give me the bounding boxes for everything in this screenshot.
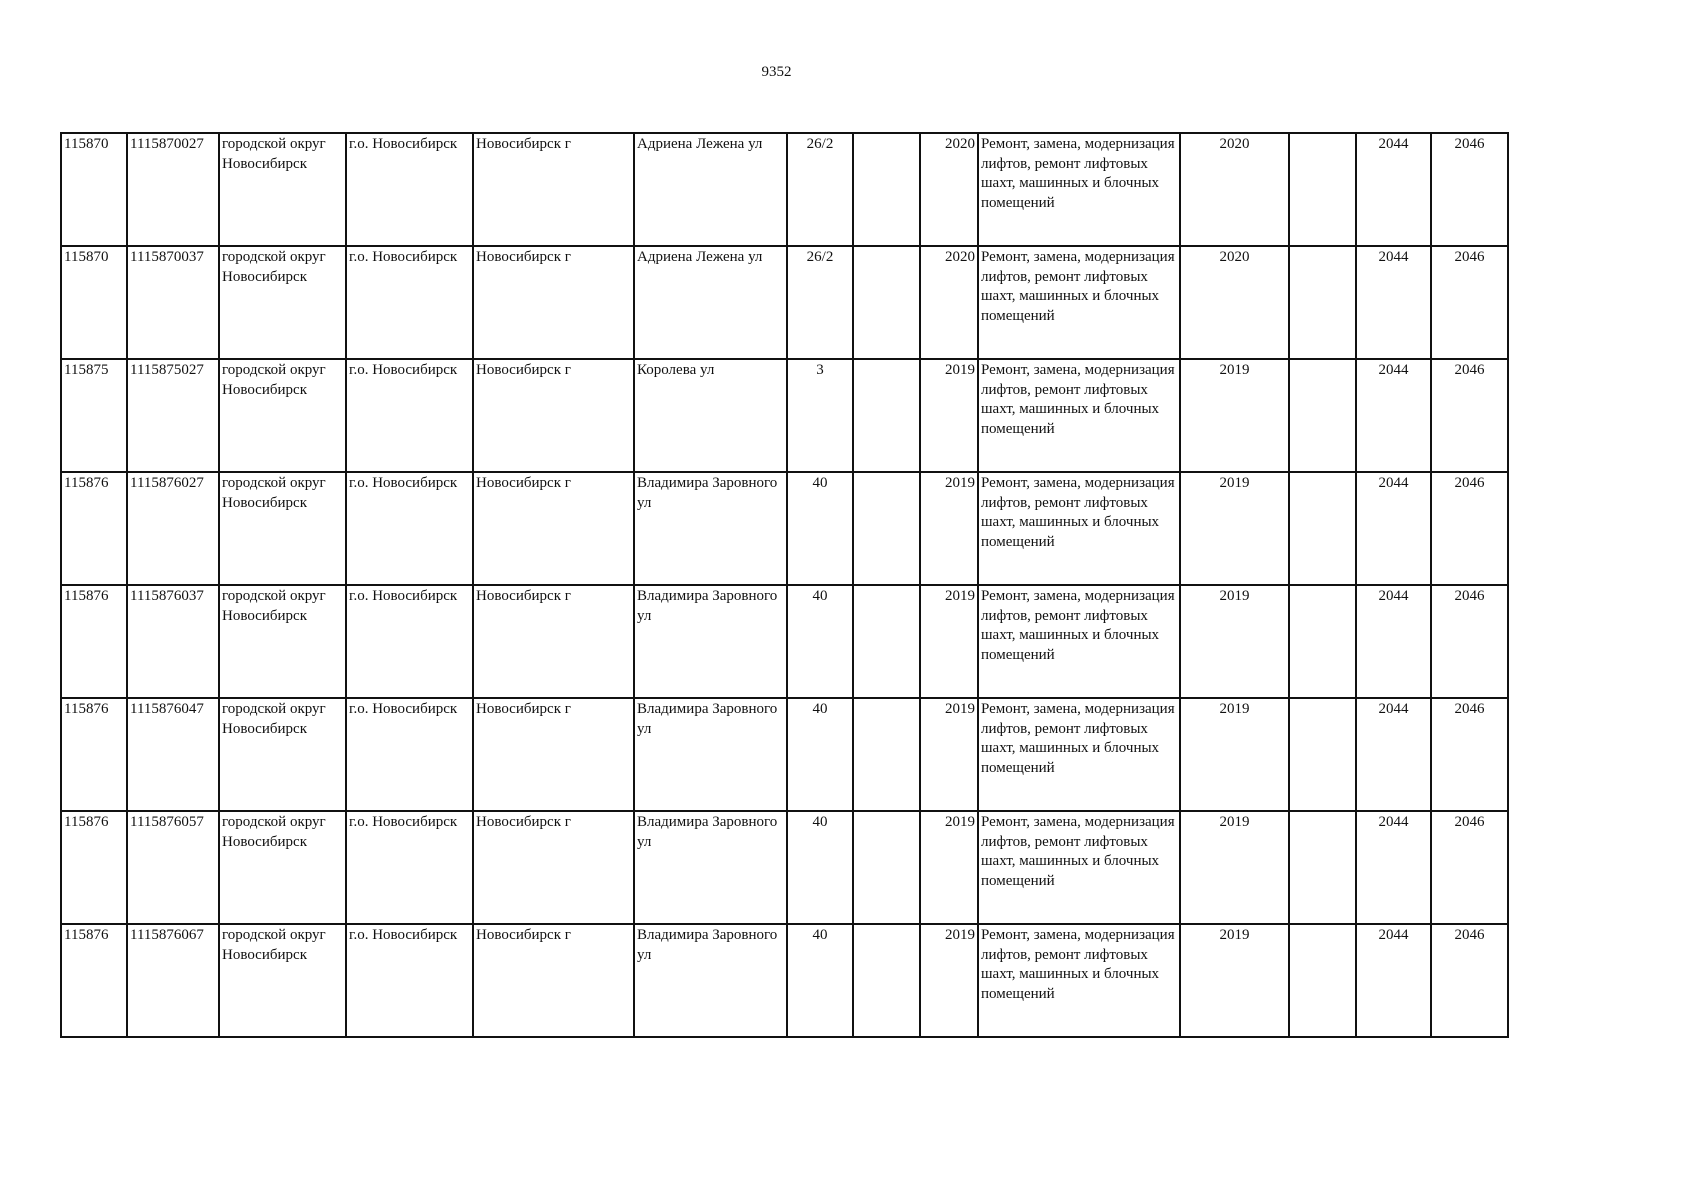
cell-municipality: городской округ Новосибирск: [219, 359, 346, 472]
cell-year: 2019: [1180, 811, 1289, 924]
cell-empty: [1289, 246, 1356, 359]
table-row: [61, 698, 1508, 811]
cell-municipality: городской округ Новосибирск: [219, 133, 346, 246]
cell-house-number: 3: [787, 359, 853, 472]
cell-settlement: Новосибирск г: [473, 924, 634, 1037]
cell-house-id: 115876: [61, 472, 127, 585]
cell-year: 2044: [1356, 924, 1431, 1037]
cell-settlement: Новосибирск г: [473, 698, 634, 811]
cell-settlement: Новосибирск г: [473, 359, 634, 472]
cell-municipality: городской округ Новосибирск: [219, 246, 346, 359]
cell-house-id: 115870: [61, 246, 127, 359]
cell-year: 2046: [1431, 472, 1508, 585]
table-row: [61, 924, 1508, 1037]
cell-work-type: Ремонт, замена, модернизация лифтов, ремонт лифтовых шахт, машинных и блочных помещений: [978, 698, 1180, 811]
cell-year: 2019: [1180, 924, 1289, 1037]
table-row: [61, 133, 1508, 246]
cell-year: 2044: [1356, 359, 1431, 472]
cell-empty: [1289, 359, 1356, 472]
cell-empty: [1289, 811, 1356, 924]
cell-municipality: городской округ Новосибирск: [219, 924, 346, 1037]
cell-district: г.о. Новосибирск: [346, 585, 473, 698]
cell-lift-code: 1115876067: [127, 924, 219, 1037]
cell-street: Адриена Лежена ул: [634, 246, 787, 359]
table-row: [61, 585, 1508, 698]
cell-house-number: 40: [787, 698, 853, 811]
cell-lift-code: 1115876047: [127, 698, 219, 811]
cell-municipality: городской округ Новосибирск: [219, 811, 346, 924]
cell-municipality: городской округ Новосибирск: [219, 472, 346, 585]
cell-street: Королева ул: [634, 359, 787, 472]
cell-work-type: Ремонт, замена, модернизация лифтов, ремонт лифтовых шахт, машинных и блочных помещений: [978, 811, 1180, 924]
cell-year: 2019: [920, 924, 978, 1037]
cell-settlement: Новосибирск г: [473, 585, 634, 698]
cell-lift-code: 1115870037: [127, 246, 219, 359]
cell-year: 2046: [1431, 924, 1508, 1037]
cell-house-number: 26/2: [787, 246, 853, 359]
cell-district: г.о. Новосибирск: [346, 811, 473, 924]
register-table: [60, 132, 1509, 1038]
cell-empty: [853, 246, 920, 359]
cell-district: г.о. Новосибирск: [346, 698, 473, 811]
cell-work-type: Ремонт, замена, модернизация лифтов, ремонт лифтовых шахт, машинных и блочных помещений: [978, 472, 1180, 585]
cell-year: 2020: [1180, 246, 1289, 359]
cell-street: Владимира Заровного ул: [634, 811, 787, 924]
cell-empty: [1289, 472, 1356, 585]
cell-year: 2044: [1356, 133, 1431, 246]
cell-empty: [853, 811, 920, 924]
cell-year: 2019: [1180, 585, 1289, 698]
cell-year: 2019: [1180, 359, 1289, 472]
cell-house-id: 115875: [61, 359, 127, 472]
cell-house-number: 40: [787, 924, 853, 1037]
cell-empty: [853, 698, 920, 811]
cell-street: Владимира Заровного ул: [634, 924, 787, 1037]
cell-municipality: городской округ Новосибирск: [219, 585, 346, 698]
cell-year: 2046: [1431, 698, 1508, 811]
cell-house-number: 40: [787, 585, 853, 698]
cell-work-type: Ремонт, замена, модернизация лифтов, ремонт лифтовых шахт, машинных и блочных помещений: [978, 133, 1180, 246]
cell-year: 2019: [920, 472, 978, 585]
cell-work-type: Ремонт, замена, модернизация лифтов, ремонт лифтовых шахт, машинных и блочных помещений: [978, 359, 1180, 472]
cell-year: 2019: [920, 585, 978, 698]
cell-house-id: 115876: [61, 811, 127, 924]
cell-year: 2020: [1180, 133, 1289, 246]
cell-work-type: Ремонт, замена, модернизация лифтов, ремонт лифтовых шахт, машинных и блочных помещений: [978, 585, 1180, 698]
cell-year: 2019: [1180, 698, 1289, 811]
cell-lift-code: 1115876057: [127, 811, 219, 924]
cell-empty: [1289, 133, 1356, 246]
cell-settlement: Новосибирск г: [473, 133, 634, 246]
cell-lift-code: 1115875027: [127, 359, 219, 472]
table-row: [61, 246, 1508, 359]
cell-year: 2044: [1356, 698, 1431, 811]
cell-district: г.о. Новосибирск: [346, 924, 473, 1037]
cell-house-id: 115870: [61, 133, 127, 246]
table-body: [61, 133, 1508, 1037]
cell-house-number: 26/2: [787, 133, 853, 246]
cell-year: 2019: [920, 359, 978, 472]
page-number: 9352: [761, 64, 792, 80]
cell-empty: [853, 924, 920, 1037]
cell-house-number: 40: [787, 472, 853, 585]
cell-settlement: Новосибирск г: [473, 246, 634, 359]
cell-work-type: Ремонт, замена, модернизация лифтов, ремонт лифтовых шахт, машинных и блочных помещений: [978, 246, 1180, 359]
cell-district: г.о. Новосибирск: [346, 359, 473, 472]
cell-year: 2020: [920, 246, 978, 359]
cell-empty: [853, 585, 920, 698]
cell-street: Адриена Лежена ул: [634, 133, 787, 246]
cell-settlement: Новосибирск г: [473, 472, 634, 585]
cell-year: 2046: [1431, 246, 1508, 359]
cell-street: Владимира Заровного ул: [634, 698, 787, 811]
cell-year: 2044: [1356, 811, 1431, 924]
cell-district: г.о. Новосибирск: [346, 133, 473, 246]
table-row: [61, 811, 1508, 924]
cell-street: Владимира Заровного ул: [634, 585, 787, 698]
cell-year: 2019: [920, 811, 978, 924]
cell-empty: [1289, 585, 1356, 698]
cell-year: 2044: [1356, 246, 1431, 359]
cell-district: г.о. Новосибирск: [346, 246, 473, 359]
cell-work-type: Ремонт, замена, модернизация лифтов, ремонт лифтовых шахт, машинных и блочных помещений: [978, 924, 1180, 1037]
cell-lift-code: 1115876037: [127, 585, 219, 698]
cell-municipality: городской округ Новосибирск: [219, 698, 346, 811]
cell-year: 2046: [1431, 359, 1508, 472]
cell-empty: [1289, 698, 1356, 811]
cell-house-id: 115876: [61, 585, 127, 698]
cell-empty: [853, 133, 920, 246]
cell-district: г.о. Новосибирск: [346, 472, 473, 585]
cell-house-number: 40: [787, 811, 853, 924]
cell-house-id: 115876: [61, 698, 127, 811]
cell-year: 2046: [1431, 585, 1508, 698]
cell-year: 2020: [920, 133, 978, 246]
cell-house-id: 115876: [61, 924, 127, 1037]
cell-lift-code: 1115870027: [127, 133, 219, 246]
cell-year: 2044: [1356, 472, 1431, 585]
cell-empty: [853, 472, 920, 585]
cell-lift-code: 1115876027: [127, 472, 219, 585]
table-row: [61, 359, 1508, 472]
cell-year: 2019: [1180, 472, 1289, 585]
cell-year: 2044: [1356, 585, 1431, 698]
cell-year: 2019: [920, 698, 978, 811]
cell-street: Владимира Заровного ул: [634, 472, 787, 585]
table-row: [61, 472, 1508, 585]
cell-empty: [1289, 924, 1356, 1037]
cell-settlement: Новосибирск г: [473, 811, 634, 924]
cell-year: 2046: [1431, 811, 1508, 924]
cell-empty: [853, 359, 920, 472]
cell-year: 2046: [1431, 133, 1508, 246]
